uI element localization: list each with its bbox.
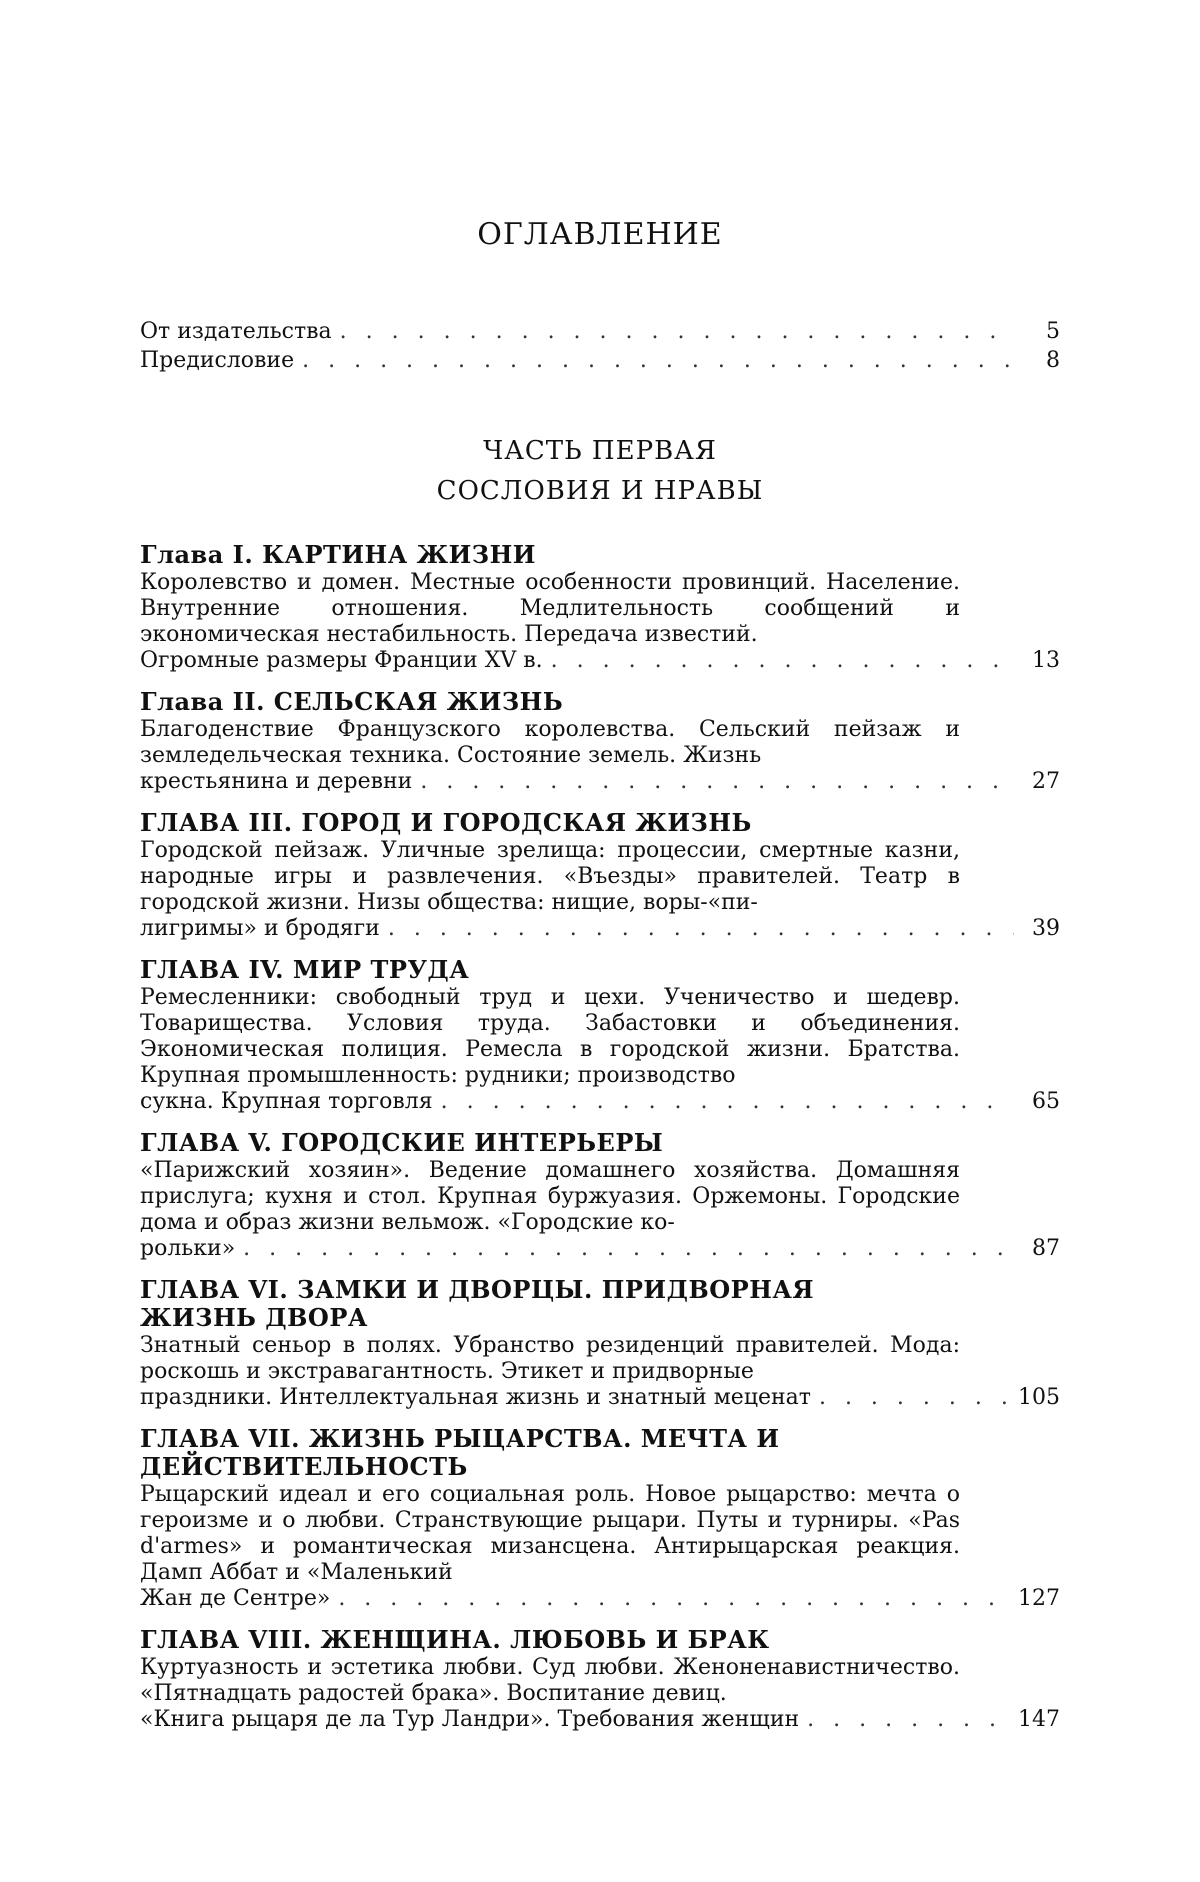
chapter-description: Куртуазность и эстетика любви. Суд любви. Женоненавистничество. «Пятнадцать радостей брака». Воспитание девиц. [140, 1655, 960, 1707]
chapter-last-text: Жан де Сентре» [140, 1586, 330, 1612]
chapter-last-line [140, 648, 1060, 674]
toc-entry-publisher[interactable] [140, 317, 1060, 346]
part-title: СОСЛОВИЯ И НРАВЫ [140, 471, 1060, 511]
chapter-description: Благоденствие Французского королевства. Сельский пейзаж и земледельческая техника. Состояние земель. Жизнь [140, 717, 960, 769]
dot-leader [441, 1089, 1014, 1115]
chapter-page: 65 [1020, 1089, 1060, 1115]
dot-leader [388, 916, 1014, 942]
chapter-entry[interactable] [140, 1276, 1060, 1411]
dot-leader [420, 769, 1014, 795]
chapter-page: 105 [1018, 1385, 1060, 1411]
chapter-last-line [140, 1586, 1060, 1612]
toc-entry-text: Предисловие [140, 346, 294, 375]
toc-page [140, 215, 1060, 1747]
chapter-last-text: «Книга рыцаря де ла Тур Ландри». Требования женщин [140, 1707, 799, 1733]
chapter-page: 27 [1020, 769, 1060, 795]
dot-leader [243, 1236, 1014, 1262]
chapter-description: Ремесленники: свободный труд и цехи. Ученичество и шедевр. Товарищества. Условия труда. Забастовки и объединения. Экономическая полиция. Ремесла в городской жизни. Братства. Крупная промышленность: рудники; производство [140, 985, 960, 1089]
chapter-last-text: рольки» [140, 1236, 235, 1262]
toc-entry-page: 5 [1020, 317, 1060, 346]
chapter-page: 39 [1020, 916, 1060, 942]
dot-leader [302, 346, 1014, 375]
chapter-page: 13 [1020, 648, 1060, 674]
chapter-last-text: праздники. Интеллектуальная жизнь и знатный меценат [140, 1385, 811, 1411]
chapter-last-line [140, 916, 1060, 942]
dot-leader [340, 317, 1014, 346]
chapter-description: Городской пейзаж. Уличные зрелища: процессии, смертные казни, народные игры и развлечения. «Въезды» правителей. Театр в городской жизни. Низы общества: нищие, воры-«пи- [140, 838, 960, 916]
chapter-title: Глава II. СЕЛЬСКАЯ ЖИЗНЬ [140, 688, 1060, 716]
chapter-title: ГЛАВА V. ГОРОДСКИЕ ИНТЕРЬЕРЫ [140, 1129, 1060, 1157]
front-entries [140, 317, 1060, 375]
chapter-description: Королевство и домен. Местные особенности провинций. Население. Внутренние отношения. Медлительность сообщений и экономическая нестабильность. Передача известий. [140, 570, 960, 648]
chapter-title: ГЛАВА VIII. ЖЕНЩИНА. ЛЮБОВЬ И БРАК [140, 1626, 1060, 1654]
dot-leader [807, 1707, 1012, 1733]
chapter-entry[interactable] [140, 1129, 1060, 1262]
part-number: ЧАСТЬ ПЕРВАЯ [140, 431, 1060, 471]
chapter-last-text: лигримы» и бродяги [140, 916, 380, 942]
chapter-last-line [140, 1385, 1060, 1411]
chapter-title: Глава I. КАРТИНА ЖИЗНИ [140, 541, 1060, 569]
chapter-page: 87 [1020, 1236, 1060, 1262]
chapter-entry[interactable] [140, 809, 1060, 942]
chapter-last-text: крестьянина и деревни [140, 769, 412, 795]
chapter-last-text: Огромные размеры Франции XV в. [140, 648, 543, 674]
chapter-title: ГЛАВА IV. МИР ТРУДА [140, 956, 1060, 984]
chapter-description: Рыцарский идеал и его социальная роль. Новое рыцарство: мечта о героизме и о любви. Странствующие рыцари. Путы и турниры. «Pas d'armes» и романтическая мизансцена. Антирыцарская реакция. Дамп Аббат и «Маленький [140, 1482, 960, 1586]
dot-leader [551, 648, 1014, 674]
chapter-last-line [140, 1089, 1060, 1115]
toc-entry-text: От издательства [140, 317, 332, 346]
page-title: ОГЛАВЛЕНИЕ [140, 215, 1060, 255]
chapter-entry[interactable] [140, 541, 1060, 674]
toc-entry-page: 8 [1020, 346, 1060, 375]
chapter-entry[interactable] [140, 1425, 1060, 1612]
chapter-entry[interactable] [140, 956, 1060, 1115]
chapter-description: «Парижский хозяин». Ведение домашнего хозяйства. Домашняя прислуга; кухня и стол. Крупная буржуазия. Оржемоны. Городские дома и образ жизни вельмож. «Городские ко- [140, 1158, 960, 1236]
chapter-last-text: сукна. Крупная торговля [140, 1089, 433, 1115]
chapter-page: 147 [1018, 1707, 1060, 1733]
toc-entry-preface[interactable] [140, 346, 1060, 375]
chapter-last-line [140, 769, 1060, 795]
dot-leader [338, 1586, 1012, 1612]
chapter-description: Знатный сеньор в полях. Убранство резиденций правителей. Мода: роскошь и экстравагантность. Этикет и придворные [140, 1333, 960, 1385]
chapter-entry[interactable] [140, 1626, 1060, 1733]
chapter-page: 127 [1018, 1586, 1060, 1612]
chapter-title: ГЛАВА III. ГОРОД И ГОРОДСКАЯ ЖИЗНЬ [140, 809, 1060, 837]
dot-leader [819, 1385, 1012, 1411]
chapter-last-line [140, 1236, 1060, 1262]
chapter-title: ГЛАВА VII. ЖИЗНЬ РЫЦАРСТВА. МЕЧТА И ДЕЙСТВИТЕЛЬНОСТЬ [140, 1425, 940, 1481]
chapter-title: ГЛАВА VI. ЗАМКИ И ДВОРЦЫ. ПРИДВОРНАЯ ЖИЗНЬ ДВОРА [140, 1276, 900, 1332]
chapter-entry[interactable] [140, 688, 1060, 795]
chapter-last-line [140, 1707, 1060, 1733]
part-heading [140, 431, 1060, 511]
